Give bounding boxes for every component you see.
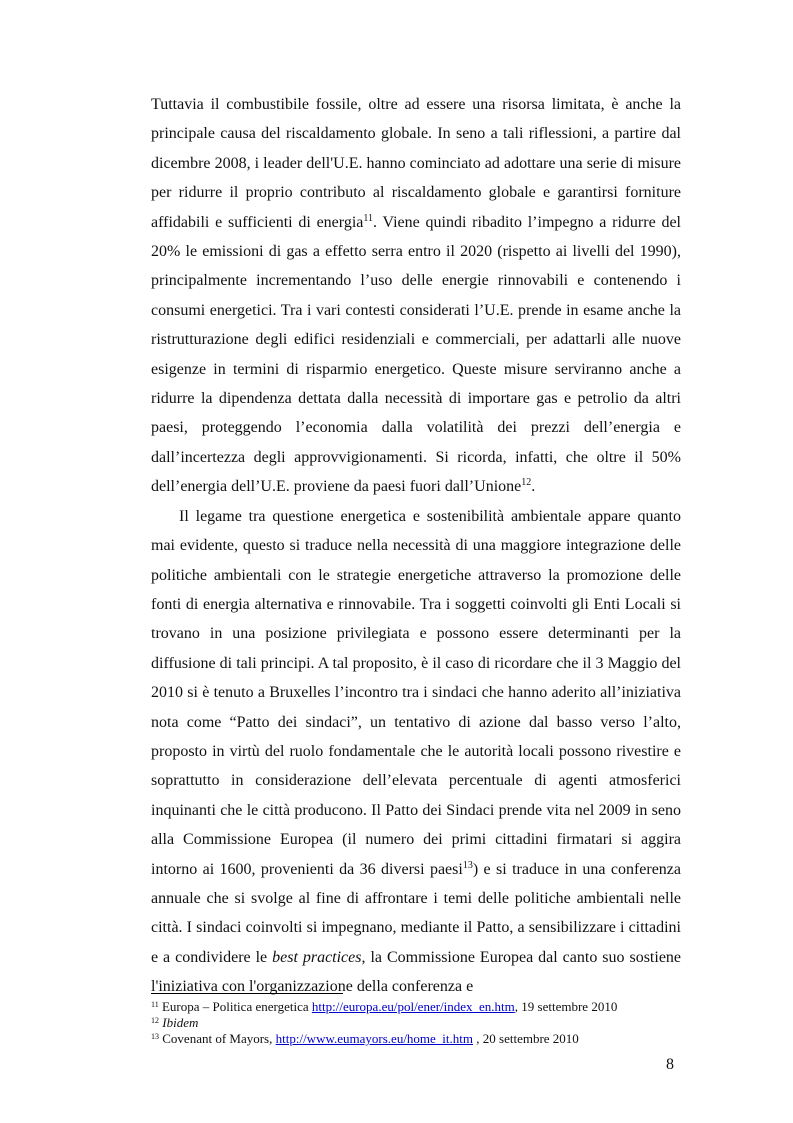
page-number: 8 — [666, 1056, 674, 1073]
footnote-12 — [151, 1015, 691, 1031]
best-practices-term: best practices — [272, 948, 362, 966]
footnote-number: 13 — [151, 1032, 159, 1041]
footnote-text: Europa – Politica energetica — [161, 999, 312, 1014]
footnote-link[interactable]: http://www.eumayors.eu/home_it.htm — [275, 1031, 474, 1046]
paragraph-1 — [151, 90, 681, 502]
paragraph-2-text-a: Il legame tra questione energetica e sostenibilità ambientale appare quanto mai evidente, questo si traduce nella necessità di una maggiore integrazione delle politiche ambientali con le strategie energetiche attraverso la promozione delle fonti di energia alternativa e rinnovabile. Tra i soggetti coinvolti gli Enti Locali si trovano in una posizione privilegiata e possono essere determinanti per la diffusione di tali principi. A tal proposito, è il caso di ricordare che il 3 Maggio del 2010 si è tenuto a Bruxelles l’incontro tra i sindaci che hanno aderito all’iniziativa nota come “Patto dei sindaci”, un tentativo di azione dal basso verso l’alto, proposto in virtù del ruolo fondamentale che le autorità locali possono rivestire e soprattutto in considerazione dell’elevata percentuale di agenti atmosferici inquinanti che le città producono. Il Patto dei Sindaci prende vita nel 2009 in seno alla Commissione Europea (il numero dei primi cittadini firmatari si aggira intorno ai 1600, provenienti da 36 diversi paesi — [151, 507, 681, 878]
footnote-text: Ibidem — [162, 1015, 199, 1030]
footnotes — [151, 999, 691, 1047]
footnote-date: , 20 settembre 2010 — [473, 1031, 579, 1046]
footnote-separator — [151, 993, 343, 994]
paragraph-1-text-c: . — [531, 478, 536, 496]
paragraph-1-text-b: . Viene quindi ribadito l’impegno a ridurre del 20% le emissioni di gas a effetto serra entro il 2020 (rispetto ai livelli del 1990), principalmente incrementando l’uso delle energie rinnovabili e contenendo i consumi energetici. Tra i vari contesti considerati l’U.E. prende in esame anche la ristrutturazione degli edifici residenziali e commerciali, per adattarli alle nuove esigenze in termini di risparmio energetico. Queste misure serviranno anche a ridurre la dipendenza dettata dalla necessità di importare gas e petrolio da altri paesi, proteggendo l’economia dalla volatilità dei prezzi dell’energia e dall’incertezza degli approvvigionamenti. Si ricorda, infatti, che oltre il 50% dell’energia dell’U.E. proviene da paesi fuori dall’Unione — [151, 213, 681, 496]
footnote-11 — [151, 999, 691, 1015]
footnote-link[interactable]: http://europa.eu/pol/ener/index_en.htm — [311, 999, 515, 1014]
footnote-ref-12[interactable]: 12 — [521, 477, 532, 489]
footnote-date: , 19 settembre 2010 — [514, 999, 618, 1014]
paragraph-1-text-a: Tuttavia il combustibile fossile, oltre ad essere una risorsa limitata, è anche la principale causa del riscaldamento globale. In seno a tali riflessioni, a partire dal dicembre 2008, i leader dell'U.E. hanno cominciato ad adottare una serie di misure per ridurre il proprio contributo al riscaldamento globale e garantirsi forniture affidabili e sufficienti di energia — [151, 96, 681, 231]
footnote-13 — [151, 1031, 691, 1047]
footnote-ref-11[interactable]: 11 — [363, 212, 374, 224]
footnote-number: 12 — [151, 1016, 159, 1025]
paragraph-2 — [151, 502, 681, 1002]
paragraph-2-text-b: ) e si traduce in una conferenza annuale che si svolge al fine di affrontare i temi delle politiche ambientali nelle città. I sindaci coinvolti si impegnano, mediante il Patto, a sensibilizzare i cittadini e a condividere le — [151, 860, 682, 966]
footnote-text: Covenant of Mayors, — [162, 1031, 276, 1046]
body-text — [151, 90, 681, 1002]
footnote-ref-13[interactable]: 13 — [462, 859, 473, 871]
paragraph-2-text-c: , la Commissione Europea dal canto suo sostiene l'iniziativa con l'organizzazione della conferenza e — [151, 948, 682, 996]
footnote-number: 11 — [151, 1000, 159, 1009]
